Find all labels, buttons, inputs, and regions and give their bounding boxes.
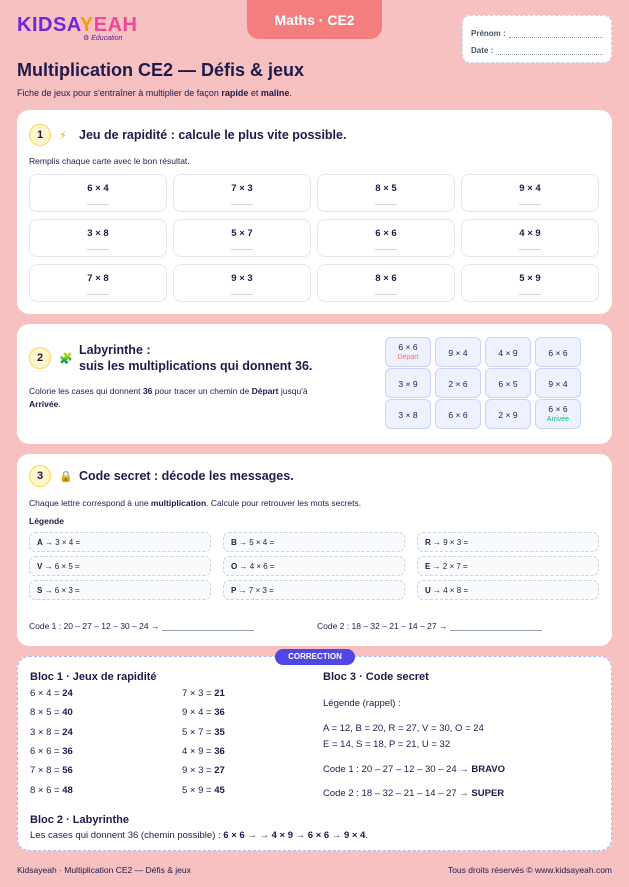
- labyrinth-cell-tag: Arrivée: [546, 416, 570, 423]
- bloc3-line1: A = 12, B = 20, R = 27, V = 30, O = 24: [323, 723, 484, 734]
- legend-item: [417, 556, 599, 576]
- bloc1-answer: 9 × 4 = 36: [182, 707, 225, 719]
- legend-item: [223, 580, 405, 600]
- speed-card-question: 6 × 4: [87, 183, 109, 194]
- brand-logo: [17, 14, 137, 42]
- page-subtitle: Fiche de jeux pour s'entraîner à multiplier de façon rapide et maline.: [17, 88, 292, 98]
- legend-expression: → 2 × 7 =: [432, 562, 468, 571]
- section2-title: Labyrinthe : suis les multiplications qui donnent 36.: [79, 343, 313, 373]
- labyrinth-cell-tag: Départ: [397, 354, 419, 361]
- code1-line: Code 1 : 20 – 27 – 12 – 30 – 24 →: [29, 621, 254, 631]
- legend-letter: P: [231, 586, 237, 595]
- labyrinth-cell-expr: 6 × 5: [498, 379, 518, 389]
- lock-icon: 🔒: [59, 470, 73, 483]
- labyrinth-cell[interactable]: [485, 368, 531, 398]
- bloc1-answer: 6 × 4 = 24: [30, 688, 73, 699]
- bloc1-answer: 7 × 3 = 21: [182, 688, 225, 699]
- lightning-icon: ⚡: [59, 129, 67, 142]
- section2-number: 2: [29, 347, 51, 369]
- legend-letter: S: [37, 586, 43, 595]
- footer-right: Tous droits réservés © www.kidsayeah.com: [447, 865, 612, 875]
- legend-letter: E: [425, 562, 431, 571]
- legend-letter: U: [425, 586, 431, 595]
- legend-item: [29, 580, 211, 600]
- bloc3-code2: Code 2 : 18 – 32 – 21 – 14 – 27 → SUPER: [323, 788, 505, 799]
- section3-instruction: Chaque lettre correspond à une multiplication. Calcule pour retrouver les mots secrets.: [29, 498, 362, 508]
- legend-item: [223, 532, 405, 552]
- speed-card-answer-line[interactable]: [519, 294, 541, 295]
- speed-card[interactable]: [173, 264, 311, 302]
- speed-card-question: 7 × 3: [231, 183, 253, 194]
- section2-instruction: Colorie les cases qui donnent 36 pour tracer un chemin de Départ jusqu'à Arrivée.: [29, 386, 308, 409]
- labyrinth-cell[interactable]: [385, 399, 431, 429]
- legend-letter: V: [37, 562, 43, 571]
- labyrinth-cell-expr: 3 × 8: [398, 410, 418, 420]
- section-speed-game: [17, 110, 612, 314]
- code1-answer-field[interactable]: [162, 622, 254, 631]
- legend-item: [29, 532, 211, 552]
- labyrinth-cell-expr: 6 × 6: [448, 410, 468, 420]
- legend-letter: A: [37, 538, 43, 547]
- date-field[interactable]: [496, 46, 603, 55]
- labyrinth-cell-expr: 6 × 6: [548, 348, 568, 358]
- labyrinth-cell[interactable]: [435, 399, 481, 429]
- speed-card-answer-line[interactable]: [231, 204, 253, 205]
- speed-card-question: 6 × 6: [375, 228, 397, 239]
- labyrinth-cell[interactable]: [535, 337, 581, 367]
- legend-letter: R: [425, 538, 431, 547]
- section3-header: [29, 465, 294, 487]
- labyrinth-cell-expr: 9 × 4: [548, 379, 568, 389]
- bloc1-title: Bloc 1 · Jeux de rapidité: [30, 671, 157, 683]
- speed-card-question: 7 × 8: [87, 273, 109, 284]
- first-name-field[interactable]: [509, 29, 603, 38]
- legend-expression: → 4 × 8 =: [433, 586, 469, 595]
- speed-card-answer-line[interactable]: [87, 249, 109, 250]
- section3-title: Code secret : décode les messages.: [79, 469, 294, 483]
- speed-card-answer-line[interactable]: [87, 204, 109, 205]
- labyrinth-cell[interactable]: [385, 368, 431, 398]
- labyrinth-cell[interactable]: [385, 337, 431, 367]
- legend-item: [29, 556, 211, 576]
- labyrinth-cell[interactable]: [435, 337, 481, 367]
- bloc1-answer: 5 × 7 = 35: [182, 726, 225, 738]
- bloc1-answer: 7 × 8 = 56: [30, 765, 73, 777]
- section1-header: [29, 124, 346, 146]
- page-title: Multiplication CE2 — Défis & jeux: [17, 60, 305, 80]
- legend-title: Légende: [29, 516, 64, 526]
- speed-card[interactable]: [29, 264, 167, 302]
- legend-expression: → 4 × 6 =: [239, 562, 275, 571]
- speed-card-answer-line[interactable]: [87, 294, 109, 295]
- section1-instruction: Remplis chaque carte avec le bon résultat.: [29, 156, 190, 166]
- bloc1-answer: 8 × 5 = 40: [30, 707, 73, 719]
- labyrinth-cell-expr: 2 × 6: [448, 379, 468, 389]
- speed-card-question: 5 × 9: [519, 273, 541, 284]
- speed-card-answer-line[interactable]: [231, 294, 253, 295]
- speed-card-answer-line[interactable]: [375, 294, 397, 295]
- legend-expression: → 9 × 3 =: [433, 538, 469, 547]
- bloc2-title: Bloc 2 · Labyrinthe: [30, 814, 130, 826]
- labyrinth-cell[interactable]: [535, 368, 581, 398]
- speed-card[interactable]: [173, 219, 311, 257]
- labyrinth-cell-expr: 6 × 6: [398, 342, 418, 352]
- labyrinth-cell[interactable]: [485, 399, 531, 429]
- bloc1-answer: 8 × 6 = 48: [30, 784, 73, 796]
- correction-badge: CORRECTION: [275, 649, 355, 665]
- logo-text: KIDSAYEAH: [17, 14, 138, 36]
- section3-number: 3: [29, 465, 51, 487]
- legend-item: [417, 580, 599, 600]
- speed-card-question: 9 × 3: [231, 273, 253, 284]
- labyrinth-cell-expr: 3 × 9: [398, 379, 418, 389]
- legend-item: [223, 556, 405, 576]
- bloc1-answer: 4 × 9 = 36: [182, 745, 225, 757]
- legend-expression: → 3 × 4 =: [45, 538, 81, 547]
- speed-card-question: 3 × 8: [87, 228, 109, 239]
- correction-box: [17, 656, 612, 851]
- speed-card-question: 4 × 9: [519, 228, 541, 239]
- speed-card[interactable]: [173, 174, 311, 212]
- speed-card[interactable]: [317, 174, 455, 212]
- bloc3-title: Bloc 3 · Code secret: [323, 671, 429, 683]
- speed-card-question: 8 × 6: [375, 273, 397, 284]
- section1-number: 1: [29, 124, 51, 146]
- speed-card[interactable]: [317, 219, 455, 257]
- speed-card-answer-line[interactable]: [375, 204, 397, 205]
- legend-expression: → 7 × 3 =: [238, 586, 274, 595]
- bloc1-answer: 9 × 3 = 27: [182, 765, 225, 777]
- speed-card-question: 9 × 4: [519, 183, 541, 194]
- legend-letter: B: [231, 538, 237, 547]
- bloc1-answer: 5 × 9 = 45: [182, 784, 225, 796]
- labyrinth-cell-expr: 2 × 9: [498, 410, 518, 420]
- labyrinth-cell[interactable]: [435, 368, 481, 398]
- section2-header: [29, 342, 312, 374]
- speed-card[interactable]: [461, 174, 599, 212]
- footer-left: Kidsayeah · Multiplication CE2 — Défis & jeux: [17, 865, 191, 875]
- labyrinth-cell-expr: 4 × 9: [498, 348, 518, 358]
- speed-card-answer-line[interactable]: [375, 249, 397, 250]
- section-labyrinth: [17, 324, 612, 444]
- legend-expression: → 5 × 4 =: [239, 538, 275, 547]
- logo-subtitle: ⚙ Education: [83, 35, 123, 42]
- speed-card-answer-line[interactable]: [519, 204, 541, 205]
- bloc1-answer: 3 × 8 = 24: [30, 726, 73, 738]
- speed-card-question: 5 × 7: [231, 228, 253, 239]
- bloc3-legend-recall: Légende (rappel) :: [323, 698, 401, 709]
- speed-card[interactable]: [461, 219, 599, 257]
- legend-expression: → 6 × 3 =: [44, 586, 80, 595]
- speed-card[interactable]: [29, 174, 167, 212]
- name-date-box: [462, 15, 612, 63]
- subject-tab: Maths · CE2: [247, 0, 382, 39]
- speed-card[interactable]: [29, 219, 167, 257]
- bloc1-answer: 6 × 6 = 36: [30, 745, 73, 757]
- legend-letter: O: [231, 562, 238, 571]
- bloc3-code1: Code 1 : 20 – 27 – 12 – 30 – 24 → BRAVO: [323, 764, 506, 775]
- code2-line: Code 2 : 18 – 32 – 21 – 14 – 27 →: [317, 621, 542, 631]
- speed-card-question: 8 × 5: [375, 183, 397, 194]
- speed-card[interactable]: [461, 264, 599, 302]
- date-label: Date :: [471, 46, 494, 55]
- labyrinth-cell[interactable]: [485, 337, 531, 367]
- speed-card-answer-line[interactable]: [519, 249, 541, 250]
- labyrinth-cell[interactable]: [535, 399, 581, 429]
- legend-expression: → 6 × 5 =: [44, 562, 80, 571]
- section-secret-code: [17, 454, 612, 646]
- labyrinth-cell-expr: 9 × 4: [448, 348, 468, 358]
- speed-card[interactable]: [317, 264, 455, 302]
- bloc3-line2: E = 14, S = 18, P = 21, U = 32: [323, 739, 451, 750]
- section1-title: Jeu de rapidité : calcule le plus vite possible.: [79, 128, 347, 142]
- speed-card-answer-line[interactable]: [231, 249, 253, 250]
- puzzle-icon: 🧩: [59, 352, 73, 365]
- code2-answer-field[interactable]: [450, 622, 542, 631]
- first-name-label: Prénom :: [471, 29, 506, 38]
- legend-item: [417, 532, 599, 552]
- labyrinth-cell-expr: 6 × 6: [548, 404, 568, 414]
- bloc2-answer: Les cases qui donnent 36 (chemin possible) : 6 × 6 → → 4 × 9 → 6 × 6 → 9 × 4.: [30, 830, 368, 841]
